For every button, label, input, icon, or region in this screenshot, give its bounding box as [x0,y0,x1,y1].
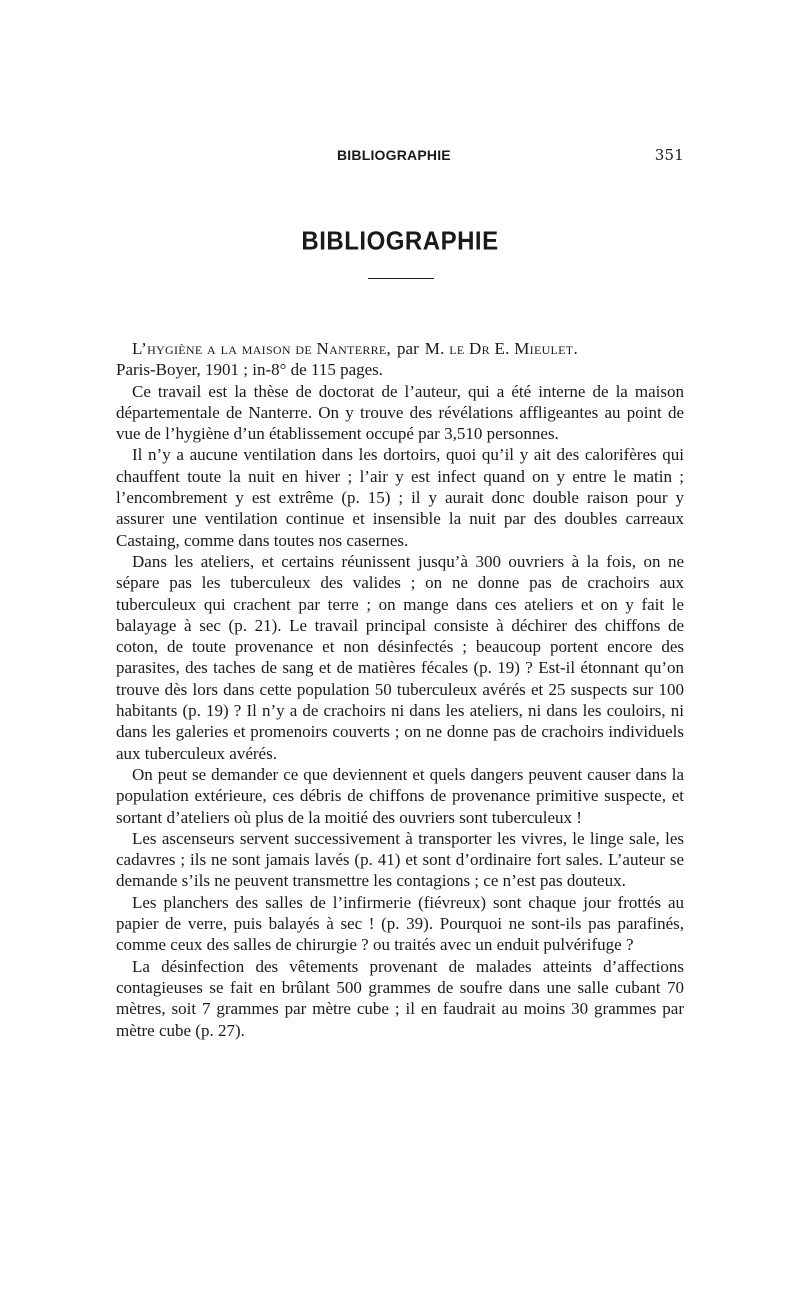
bibliography-entry [116,338,684,381]
paragraph-6: Les planchers des salles de l’infirmerie (fiévreux) sont chaque jour frottés au papier de verre, puis balayés à sec ! (p. 39). Pourquoi ne sont-ils pas parafinés, comme ceux des salles de chirurgie ? ou traités avec un enduit pulvérifuge ? [116,892,684,955]
paragraph-2: Il n’y a aucune ventilation dans les dortoirs, quoi qu’il y ait des calorifères qui chauffent toute la nuit en hiver ; l’air y est infect quand on y entre le matin ; l’encombrement y est extrême (p. 15) ; il y aurait donc double raison pour y assurer une ventilation continue et insensible la nuit par des doubles carreaux Castaing, comme dans toutes nos casernes. [116,445,684,550]
entry-title: L’hygiène a la maison de Nanterre, [132,339,392,358]
page-number: 351 [654,146,684,164]
running-head-title: BIBLIOGRAPHIE [337,147,451,163]
entry-publication: Paris-Boyer, 1901 ; in-8° de 115 pages. [116,360,384,380]
paragraph-5: Les ascenseurs servent successivement à transporter les vivres, le linge sale, les cadavres ; ils ne sont jamais lavés (p. 41) et sont d’ordinaire fort sales. L’auteur se demande s’ils ne peuvent transmettre les contagions ; ce n’est pas douteux. [116,828,684,891]
paragraph-1: Ce travail est la thèse de doctorat de l’auteur, qui a été interne de la maison départementale de Nanterre. On y trouve des révélations affligeantes au point de vue de l’hygiène d’un établissement occupé par 3,510 personnes. [116,381,684,444]
paragraph-4: On peut se demander ce que deviennent et quels dangers peuvent causer dans la population extérieure, ces débris de chiffons de provenance primitive suspecte, et sortant d’ateliers où plus de la moitié des ouvriers sont tuberculeux ! [116,764,684,827]
title-rule [368,278,434,279]
entry-by: par [397,339,419,358]
running-head [116,146,684,164]
bibliography-body [116,338,684,1041]
section-title: BIBLIOGRAPHIE [301,226,499,257]
entry-author: M. le Dr E. Mieulet. [424,339,578,358]
paragraph-7: La désinfection des vêtements provenant de malades atteints d’affections contagieuses se fait en brûlant 500 grammes de soufre dans une salle cubant 70 mètres, soit 7 grammes par mètre cube ; il en faudrait au moins 30 grammes par mètre cube (p. 27). [116,956,684,1040]
paragraph-3: Dans les ateliers, et certains réunissent jusqu’à 300 ouvriers à la fois, on ne sépare pas les tuberculeux des valides ; on ne donne pas de crachoirs aux tuberculeux qui crachent par terre ; on mange dans ces ateliers et on y fait le balayage à sec (p. 21). Le travail principal consiste à déchirer des chiffons de coton, de toute provenance et non désinfectés ; beaucoup portent encore des parasites, des taches de sang et de matières fécales (p. 19) ? Est-il étonnant qu’on trouve dès lors dans cette population 50 tuberculeux avérés et 25 suspects sur 100 habitants (p. 19) ? Il n’y a de crachoirs ni dans les ateliers, ni dans les couloirs, ni dans les galeries et promenoirs couverts ; on ne donne pas de crachoirs individuels aux tuberculeux avérés. [116,551,684,763]
